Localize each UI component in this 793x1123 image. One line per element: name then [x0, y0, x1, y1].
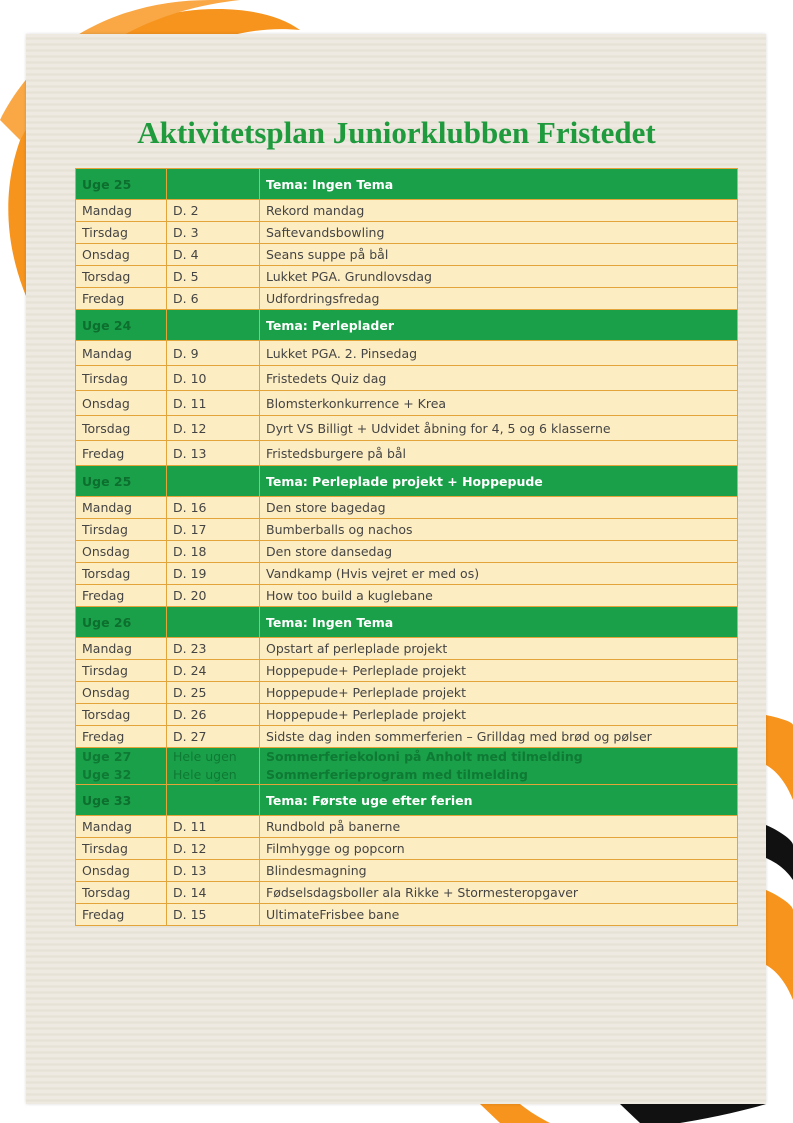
- day-row: [76, 441, 738, 466]
- day-activity: UltimateFrisbee bane: [260, 904, 738, 926]
- day-date: D. 12: [167, 838, 260, 860]
- day-row: [76, 704, 738, 726]
- day-date: D. 3: [167, 222, 260, 244]
- day-date: D. 5: [167, 266, 260, 288]
- day-activity: Lukket PGA. Grundlovsdag: [260, 266, 738, 288]
- day-date: D. 11: [167, 391, 260, 416]
- day-date: D. 16: [167, 497, 260, 519]
- day-activity: Sidste dag inden sommerferien – Grilldag med brød og pølser: [260, 726, 738, 748]
- day-date: D. 11: [167, 816, 260, 838]
- week-theme: Tema: Ingen Tema: [260, 169, 738, 200]
- day-name: Torsdag: [76, 882, 167, 904]
- day-date: D. 6: [167, 288, 260, 310]
- week-theme: Tema: Perleplade projekt + Hoppepude: [260, 466, 738, 497]
- day-activity: Lukket PGA. 2. Pinsedag: [260, 341, 738, 366]
- day-name: Onsdag: [76, 682, 167, 704]
- summer-text: [260, 748, 738, 785]
- week-label: Uge 33: [76, 785, 167, 816]
- day-name: Mandag: [76, 816, 167, 838]
- day-row: [76, 200, 738, 222]
- summer-weeks-line-2: Uge 32: [82, 767, 132, 782]
- day-date: D. 10: [167, 366, 260, 391]
- day-activity: Blindesmagning: [260, 860, 738, 882]
- day-row: [76, 638, 738, 660]
- day-row: [76, 266, 738, 288]
- week-label: Uge 25: [76, 169, 167, 200]
- summer-when-line-2: Hele ugen: [173, 767, 237, 782]
- empty-cell: [167, 785, 260, 816]
- day-date: D. 25: [167, 682, 260, 704]
- page-title: Aktivitetsplan Juniorklubben Fristedet: [137, 115, 656, 150]
- day-row: [76, 222, 738, 244]
- summer-text-line-2: Sommerferieprogram med tilmelding: [266, 767, 528, 782]
- day-activity: Opstart af perleplade projekt: [260, 638, 738, 660]
- day-row: [76, 585, 738, 607]
- week-label: Uge 26: [76, 607, 167, 638]
- day-name: Mandag: [76, 497, 167, 519]
- day-activity: Fristedets Quiz dag: [260, 366, 738, 391]
- day-name: Fredag: [76, 726, 167, 748]
- day-date: D. 20: [167, 585, 260, 607]
- black-swoosh-right: [766, 825, 793, 880]
- day-name: Fredag: [76, 585, 167, 607]
- day-name: Mandag: [76, 638, 167, 660]
- day-date: D. 27: [167, 726, 260, 748]
- summer-weeks: [76, 748, 167, 785]
- day-date: D. 17: [167, 519, 260, 541]
- day-activity: How too build a kuglebane: [260, 585, 738, 607]
- day-row: [76, 660, 738, 682]
- day-row: [76, 244, 738, 266]
- day-row: [76, 904, 738, 926]
- day-row: [76, 366, 738, 391]
- day-name: Tirsdag: [76, 660, 167, 682]
- summer-text-line-1: Sommerferiekoloni på Anholt med tilmelding: [266, 749, 583, 764]
- week-theme: Tema: Første uge efter ferien: [260, 785, 738, 816]
- day-name: Fredag: [76, 288, 167, 310]
- day-date: D. 9: [167, 341, 260, 366]
- day-name: Fredag: [76, 441, 167, 466]
- day-row: [76, 860, 738, 882]
- day-name: Mandag: [76, 341, 167, 366]
- day-date: D. 4: [167, 244, 260, 266]
- day-activity: Rekord mandag: [260, 200, 738, 222]
- day-date: D. 23: [167, 638, 260, 660]
- week-theme: Tema: Ingen Tema: [260, 607, 738, 638]
- day-activity: Seans suppe på bål: [260, 244, 738, 266]
- day-name: Torsdag: [76, 416, 167, 441]
- day-row: [76, 563, 738, 585]
- week-label: Uge 24: [76, 310, 167, 341]
- day-activity: Filmhygge og popcorn: [260, 838, 738, 860]
- day-date: D. 15: [167, 904, 260, 926]
- orange-swoosh-bottom: [480, 1104, 550, 1123]
- day-date: D. 13: [167, 860, 260, 882]
- day-activity: Vandkamp (Hvis vejret er med os): [260, 563, 738, 585]
- day-activity: Udfordringsfredag: [260, 288, 738, 310]
- day-row: [76, 391, 738, 416]
- day-name: Torsdag: [76, 266, 167, 288]
- day-row: [76, 288, 738, 310]
- day-name: Onsdag: [76, 244, 167, 266]
- day-row: [76, 726, 738, 748]
- empty-cell: [167, 466, 260, 497]
- day-date: D. 2: [167, 200, 260, 222]
- day-name: Tirsdag: [76, 366, 167, 391]
- orange-swoosh-right-2: [766, 890, 793, 1000]
- day-name: Torsdag: [76, 704, 167, 726]
- empty-cell: [167, 169, 260, 200]
- day-name: Tirsdag: [76, 519, 167, 541]
- day-row: [76, 519, 738, 541]
- day-activity: Den store dansedag: [260, 541, 738, 563]
- activity-plan-table: [75, 168, 738, 926]
- summer-row: [76, 748, 738, 785]
- day-activity: Fødselsdagsboller ala Rikke + Stormesteropgaver: [260, 882, 738, 904]
- day-date: D. 24: [167, 660, 260, 682]
- day-activity: Den store bagedag: [260, 497, 738, 519]
- day-row: [76, 816, 738, 838]
- day-activity: Fristedsburgere på bål: [260, 441, 738, 466]
- black-swoosh-bottom: [620, 1104, 766, 1123]
- day-date: D. 12: [167, 416, 260, 441]
- day-activity: Bumberballs og nachos: [260, 519, 738, 541]
- day-row: [76, 882, 738, 904]
- day-row: [76, 682, 738, 704]
- week-header-row: [76, 466, 738, 497]
- day-row: [76, 416, 738, 441]
- day-row: [76, 497, 738, 519]
- week-header-row: [76, 169, 738, 200]
- day-row: [76, 541, 738, 563]
- day-activity: Rundbold på banerne: [260, 816, 738, 838]
- week-label: Uge 25: [76, 466, 167, 497]
- day-activity: Blomsterkonkurrence + Krea: [260, 391, 738, 416]
- day-name: Onsdag: [76, 860, 167, 882]
- day-name: Fredag: [76, 904, 167, 926]
- summer-weeks-line-1: Uge 27: [82, 749, 132, 764]
- week-theme: Tema: Perleplader: [260, 310, 738, 341]
- day-activity: Dyrt VS Billigt + Udvidet åbning for 4, 5 og 6 klasserne: [260, 416, 738, 441]
- day-name: Torsdag: [76, 563, 167, 585]
- day-date: D. 14: [167, 882, 260, 904]
- summer-when-line-1: Hele ugen: [173, 749, 237, 764]
- week-header-row: [76, 785, 738, 816]
- week-header-row: [76, 310, 738, 341]
- day-name: Onsdag: [76, 391, 167, 416]
- empty-cell: [167, 607, 260, 638]
- day-row: [76, 341, 738, 366]
- day-activity: Hoppepude+ Perleplade projekt: [260, 682, 738, 704]
- day-name: Mandag: [76, 200, 167, 222]
- day-date: D. 19: [167, 563, 260, 585]
- empty-cell: [167, 310, 260, 341]
- summer-when: [167, 748, 260, 785]
- day-activity: Saftevandsbowling: [260, 222, 738, 244]
- day-name: Onsdag: [76, 541, 167, 563]
- day-date: D. 18: [167, 541, 260, 563]
- day-activity: Hoppepude+ Perleplade projekt: [260, 704, 738, 726]
- day-name: Tirsdag: [76, 222, 167, 244]
- day-row: [76, 838, 738, 860]
- day-name: Tirsdag: [76, 838, 167, 860]
- day-date: D. 13: [167, 441, 260, 466]
- orange-swoosh-right: [766, 715, 793, 800]
- week-header-row: [76, 607, 738, 638]
- day-date: D. 26: [167, 704, 260, 726]
- day-activity: Hoppepude+ Perleplade projekt: [260, 660, 738, 682]
